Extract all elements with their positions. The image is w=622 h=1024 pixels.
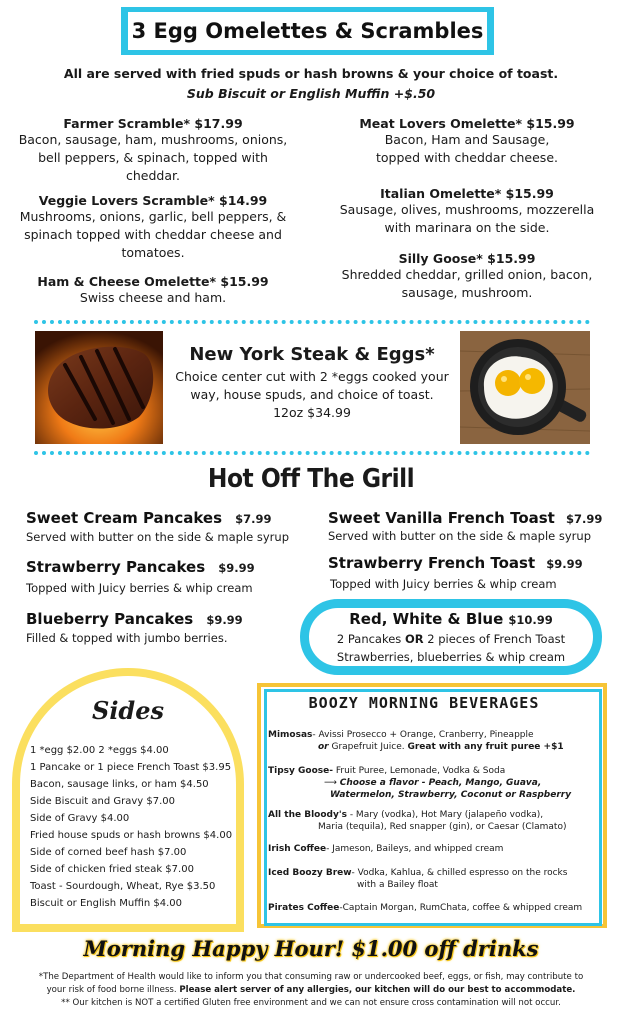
item-price: $7.99 [565, 512, 603, 526]
bev-or: or [318, 742, 329, 752]
divider-dotted [34, 451, 590, 455]
disclaimer-text: your risk of food borne illness. [46, 985, 180, 995]
health-disclaimer-1: *The Department of Health would like to inform you that consuming raw or undercooked beef, eggs, or fish, may contribute to [38, 972, 584, 982]
item-desc: Sausage, olives, mushrooms, mozzerella [339, 202, 595, 217]
bev-desc: Fruit Puree, Lemonade, Vodka & Soda [332, 766, 506, 776]
grill-item-sweet-cream-pancakes [26, 508, 316, 544]
beverage-mimosas [268, 729, 602, 753]
side-item: Fried house spuds or hash browns $4.00 [30, 830, 233, 841]
item-desc: sausage, mushroom. [401, 285, 533, 300]
side-item: Side of Gravy $4.00 [30, 813, 130, 824]
bev-desc: - Mary (vodka), Hot Mary (jalapeño vodka), [346, 810, 544, 820]
bev-name: Mimosas [268, 730, 313, 740]
item-price: $7.99 [235, 512, 272, 526]
item-title: Red, White & Blue [349, 610, 504, 628]
grill-item-vanilla-french-toast [328, 508, 618, 543]
item-desc: Served with butter on the side & maple syrup [328, 529, 591, 543]
bev-name: Tipsy Goose- [268, 766, 333, 776]
item-desc: cheddar. [126, 168, 180, 183]
eggs-pan-image-icon [460, 331, 590, 444]
item-desc: Strawberries, blueberries & whip cream [336, 650, 566, 664]
item-title: Ham & Cheese Omelette* $15.99 [37, 274, 269, 289]
allergy-notice: Please alert server of any allergies, our kitchen will do our best to accommodate. [179, 985, 576, 995]
item-desc: Filled & topped with jumbo berries. [26, 631, 228, 645]
title-box [121, 7, 494, 55]
item-desc: Bacon, Ham and Sausage, [384, 132, 550, 147]
side-item: Side of corned beef hash $7.00 [30, 847, 187, 858]
omelette-meat-lovers [322, 116, 612, 167]
item-title: Italian Omelette* $15.99 [380, 186, 554, 201]
item-desc: Topped with Juicy berries & whip cream [26, 581, 253, 595]
bev-desc: with a Bailey float [357, 880, 438, 890]
divider-dotted [34, 320, 590, 324]
item-price: $10.99 [508, 613, 553, 627]
bev-desc: - Avissi Prosecco + Orange, Cranberry, Pineapple [312, 730, 534, 740]
side-item: 1 *egg $2.00 2 *eggs $4.00 [30, 745, 169, 756]
bev-bold: Great with any fruit puree +$1 [407, 742, 564, 752]
omelette-veggie [8, 193, 298, 262]
grill-item-blueberry-pancakes [26, 609, 316, 645]
sub-text: Sub Biscuit or English Muffin +$.50 [186, 86, 436, 101]
bev-name: All the Bloody's [268, 810, 347, 820]
item-title: Blueberry Pancakes [26, 610, 194, 628]
grill-heading: Hot Off The Grill [207, 464, 415, 494]
item-title: Farmer Scramble* $17.99 [63, 116, 243, 131]
item-desc: Topped with Juicy berries & whip cream [330, 577, 557, 591]
item-desc: with marinara on the side. [384, 220, 550, 235]
eggs-photo [460, 331, 590, 444]
side-item: Side Biscuit and Gravy $7.00 [30, 796, 175, 807]
special-line1-or: OR [404, 632, 424, 646]
beverage-iced-boozy-brew [268, 867, 602, 891]
bev-name: Iced Boozy Brew [268, 868, 352, 878]
beverages-title: BOOZY MORNING BEVERAGES [308, 694, 540, 712]
happy-hour-banner: Morning Happy Hour! $1.00 off drinks [83, 936, 539, 961]
side-item: Bacon, sausage links, or ham $4.50 [30, 779, 209, 790]
side-item: Toast - Sourdough, Wheat, Rye $3.50 [30, 881, 216, 892]
beverage-bloodys [268, 809, 602, 833]
grill-item-strawberry-french-toast [328, 553, 618, 591]
item-desc [310, 632, 592, 646]
item-desc: Swiss cheese and ham. [79, 290, 227, 305]
bev-flavors: Watermelon, Strawberry, Coconut or Raspberry [330, 790, 572, 800]
side-item: 1 Pancake or 1 piece French Toast $3.95 [30, 762, 232, 773]
item-title: Veggie Lovers Scramble* $14.99 [38, 193, 268, 208]
bev-desc: Grapefruit Juice. [328, 742, 408, 752]
gluten-disclaimer: ** Our kitchen is NOT a certified Gluten free environment and we can not ensure cross contamination will not occur. [61, 998, 561, 1008]
bev-desc: - Vodka, Kahlua, & chilled espresso on the rocks [351, 868, 568, 878]
beverage-tipsy-goose [268, 765, 602, 801]
steak-price: 12oz $34.99 [273, 405, 351, 420]
steak-section [170, 344, 454, 422]
item-desc: Served with butter on the side & maple syrup [26, 530, 289, 544]
steak-desc: way, house spuds, and choice of toast. [190, 387, 434, 402]
item-title: Silly Goose* $15.99 [398, 251, 536, 266]
item-title: Meat Lovers Omelette* $15.99 [359, 116, 575, 131]
omelette-ham-cheese [8, 274, 298, 307]
steak-photo [35, 331, 163, 444]
item-title: Strawberry French Toast [328, 554, 536, 572]
item-desc: bell peppers, & spinach, topped with [38, 150, 268, 165]
item-title: Sweet Vanilla French Toast [328, 509, 555, 527]
bev-desc: - Jameson, Baileys, and whipped cream [326, 844, 504, 854]
health-disclaimer-2 [10, 984, 612, 996]
item-desc: Shredded cheddar, grilled onion, bacon, [341, 267, 593, 282]
special-line1-a: 2 Pancakes [336, 632, 405, 646]
beverage-irish-coffee [268, 843, 602, 855]
side-item: Biscuit or English Muffin $4.00 [30, 898, 183, 909]
omelette-italian [322, 186, 612, 237]
steak-desc: Choice center cut with 2 *eggs cooked your [175, 369, 449, 384]
item-desc: topped with cheddar cheese. [376, 150, 558, 165]
item-desc: Bacon, sausage, ham, mushrooms, onions, [18, 132, 288, 147]
item-price: $9.99 [218, 561, 255, 575]
sides-title: Sides [91, 696, 164, 725]
item-title: Sweet Cream Pancakes [26, 509, 223, 527]
bev-name: Pirates Coffee [268, 903, 340, 913]
special-line1-b: 2 pieces of French Toast [423, 632, 566, 646]
grill-item-strawberry-pancakes [26, 557, 316, 595]
steak-title: New York Steak & Eggs* [189, 344, 435, 365]
arrow-icon: ⟶ [324, 778, 340, 788]
steak-image-icon [35, 331, 163, 444]
bev-name: Irish Coffee [268, 844, 327, 854]
omelette-farmer [8, 116, 298, 185]
bev-flavors: Choose a flavor - Peach, Mango, Guava, [339, 778, 542, 788]
bev-desc: Maria (tequila), Red snapper (gin), or Caesar (Clamato) [318, 822, 567, 832]
bev-desc: -Captain Morgan, RumChata, coffee & whipped cream [339, 903, 583, 913]
side-item: Side of chicken fried steak $7.00 [30, 864, 194, 875]
page-title: 3 Egg Omelettes & Scrambles [128, 12, 487, 50]
beverage-pirates-coffee [268, 902, 602, 914]
item-desc: spinach topped with cheddar cheese and [24, 227, 282, 242]
item-desc: tomatoes. [121, 245, 185, 260]
special-red-white-blue [310, 609, 592, 664]
omelette-silly-goose [322, 251, 612, 302]
item-desc: Mushrooms, onions, garlic, bell peppers, & [19, 209, 287, 224]
item-price: $9.99 [206, 613, 243, 627]
item-price: $9.99 [546, 557, 583, 571]
item-title: Strawberry Pancakes [26, 558, 206, 576]
intro-text: All are served with fried spuds or hash browns & your choice of toast. [63, 66, 559, 81]
